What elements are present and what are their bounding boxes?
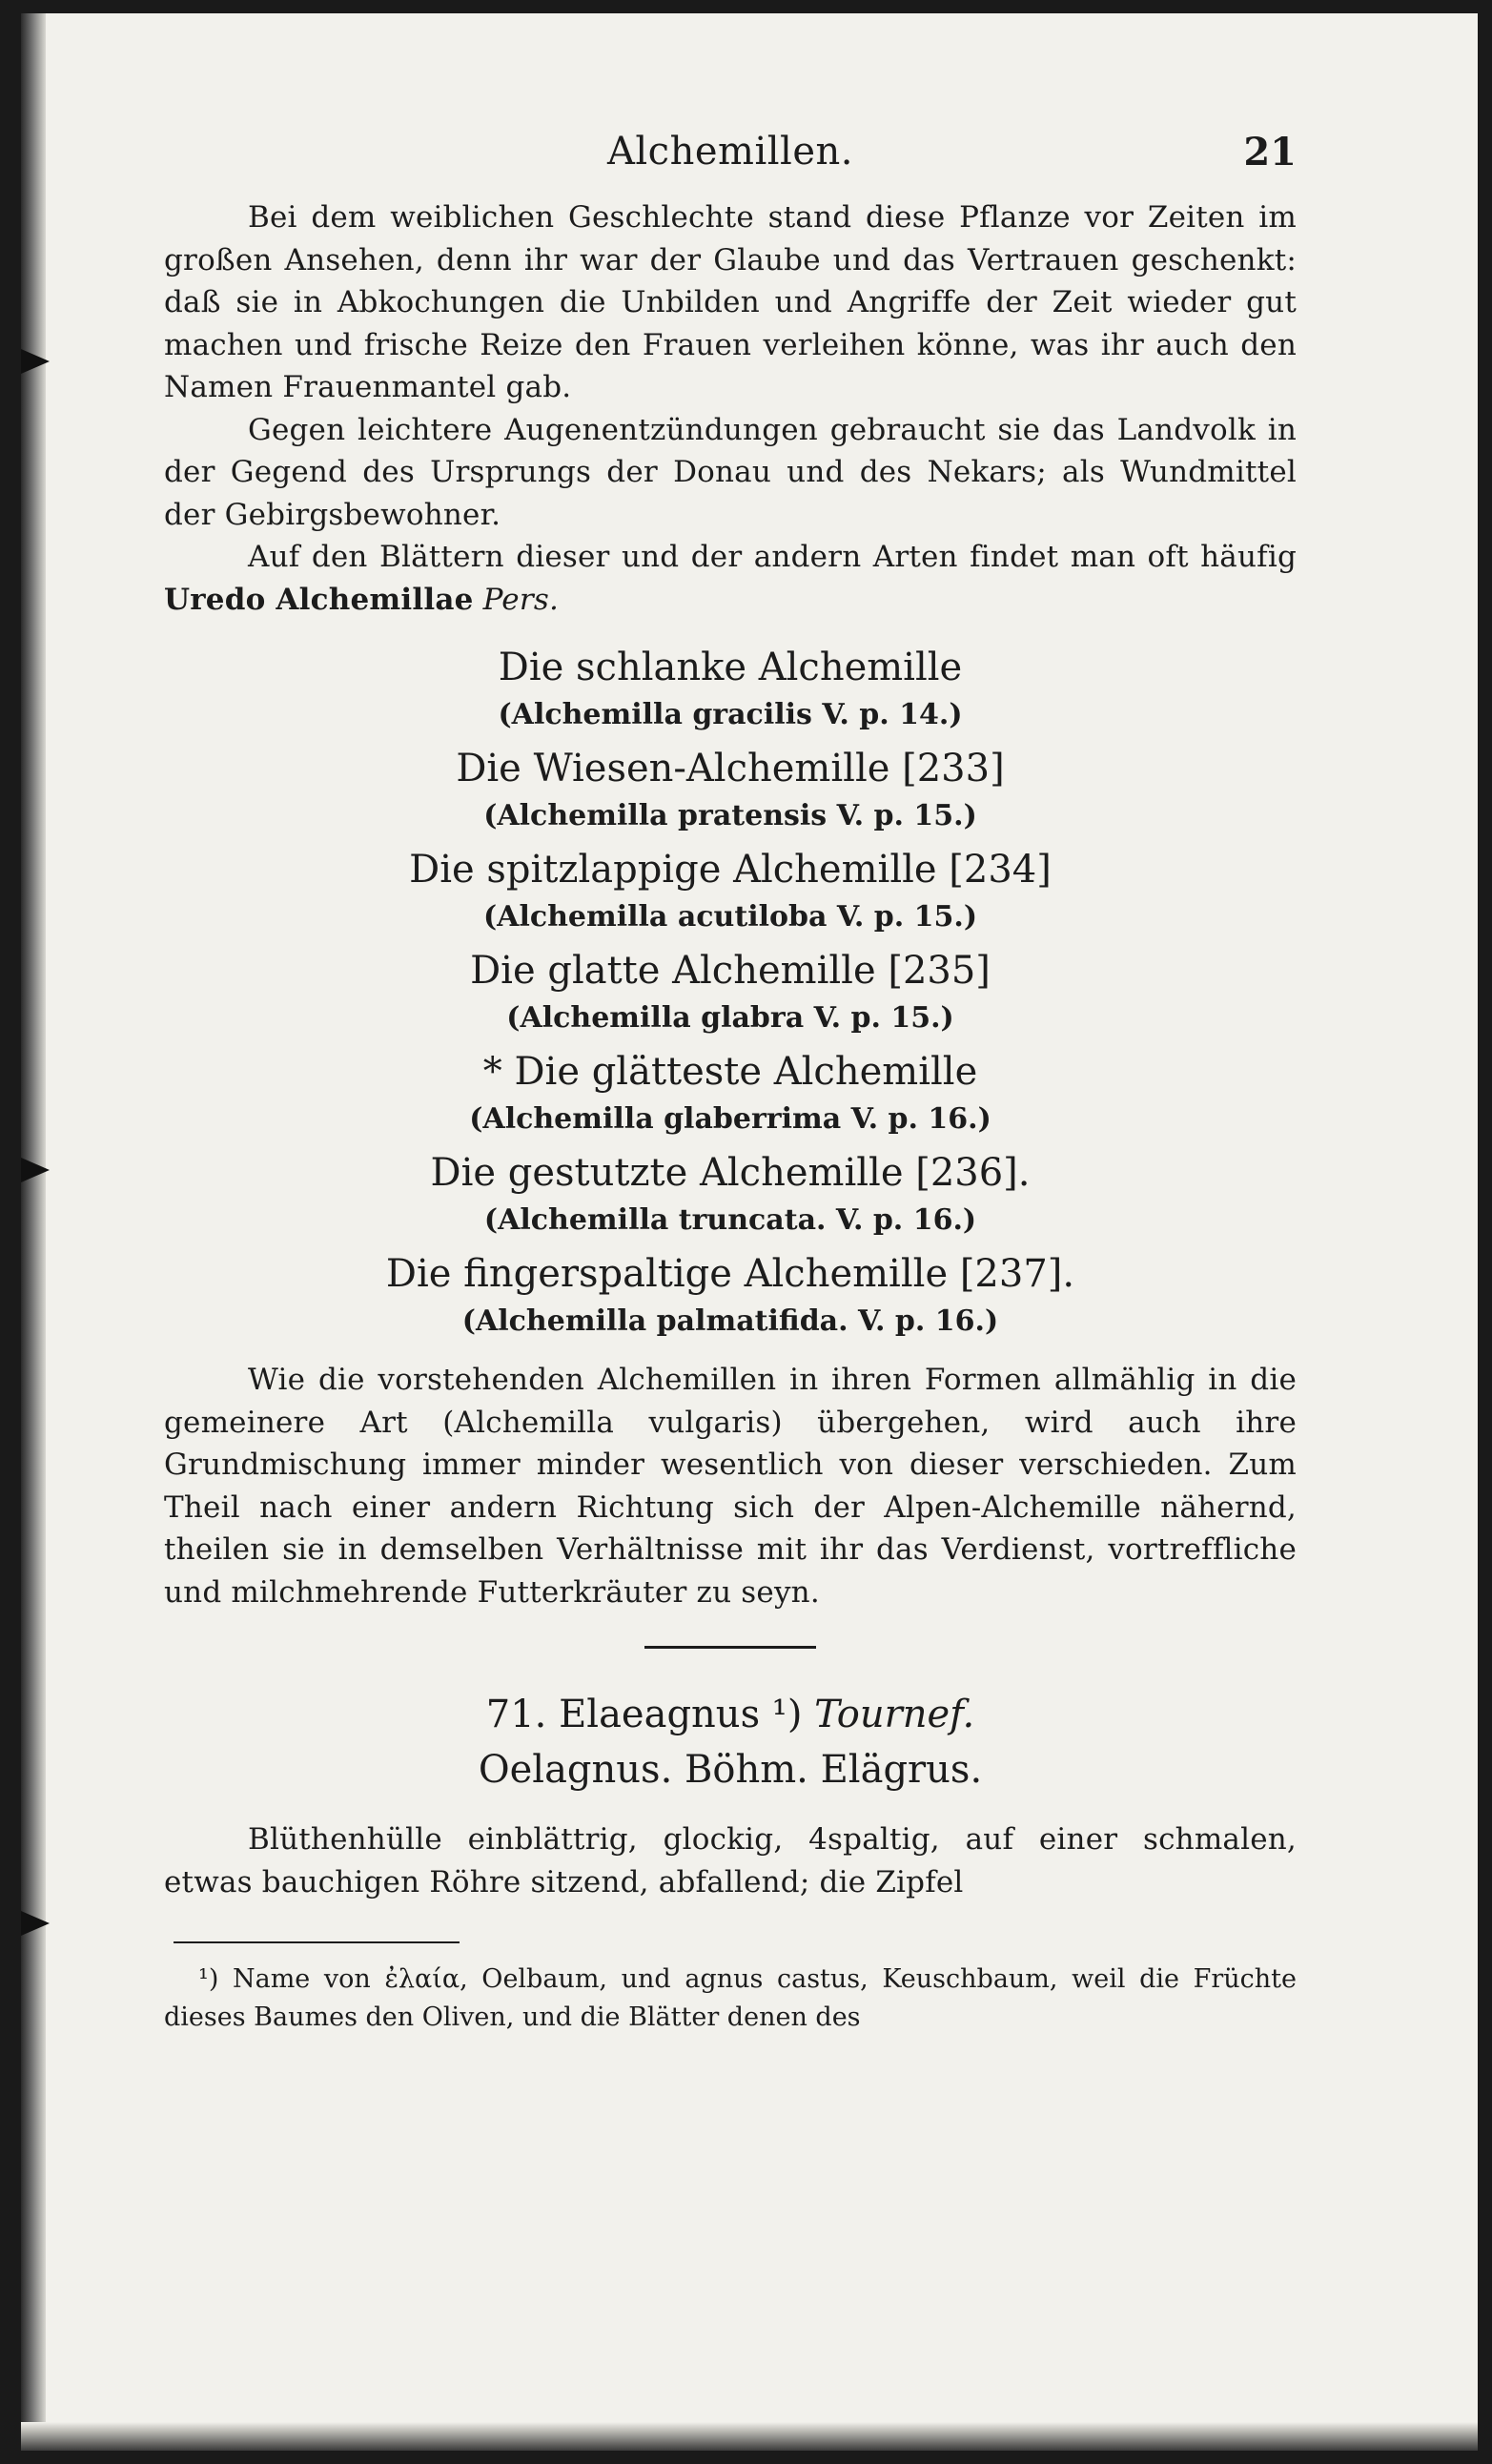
species-name: Die gestutzte Alchemille [236].	[430, 1151, 1031, 1195]
species-latin: (Alchemilla truncata. V. p. 16.)	[483, 1203, 977, 1237]
genus-heading	[164, 1687, 1297, 1742]
species-entry	[164, 1246, 1297, 1342]
species-entry	[164, 741, 1297, 836]
book-page	[21, 13, 1478, 2451]
species-name: Die fingerspaltige Alchemille [237].	[385, 1252, 1075, 1296]
page-edge-shadow	[21, 13, 46, 2451]
page-header	[164, 124, 1297, 187]
species-entry	[164, 1145, 1297, 1241]
species-entry	[164, 640, 1297, 735]
species-reference: Uredo Alchemillae	[164, 582, 474, 617]
paragraph	[164, 536, 1297, 621]
footnote: ¹) Name von ἐλαία, Oelbaum, und agnus castus, Keuschbaum, weil die Früchte dieses Baumes den Oliven, und die Blätter denen des	[164, 1964, 1297, 2032]
species-latin: (Alchemilla pratensis V. p. 15.)	[483, 799, 977, 832]
genus-title: 71. Elaeagnus ¹)	[485, 1693, 803, 1736]
footnote-rule	[174, 1941, 460, 1943]
species-name: Die schlanke Alchemille	[498, 646, 963, 689]
paragraph: Wie die vorstehenden Alchemillen in ihren Formen allmählig in die gemeinere Art (Alchemilla vulgaris) übergehen, wird auch ihre Grundmischung immer minder wesentlich von dieser verschieden. Zum Theil nach einer andern Richtung sich der Alpen-Alchemille nähernd, theilen sie in demselben Verhältnisse mit ihr das Verdienst, vortreffliche und milchmehrende Futterkräuter zu seyn.	[164, 1363, 1297, 1610]
species-name: Die Wiesen-Alchemille [233]	[456, 747, 1005, 791]
paragraph: Bei dem weiblichen Geschlechte stand diese Pflanze vor Zeiten im großen Ansehen, denn ihr war der Glaube und das Vertrauen geschenkt: daß sie in Abkochungen die Unbilden und Angriffe der Zeit wieder gut machen und frische Reize den Frauen verleihen könne, was ihr auch den Namen Frauenmantel gab.	[164, 200, 1297, 404]
section-divider	[644, 1646, 816, 1649]
species-latin: (Alchemilla gracilis V. p. 14.)	[498, 698, 963, 731]
species-latin: (Alchemilla palmatifida. V. p. 16.)	[461, 1304, 999, 1338]
author-abbreviation: Pers.	[482, 582, 560, 617]
species-entry	[164, 1044, 1297, 1140]
species-latin: (Alchemilla glabra V. p. 15.)	[506, 1001, 954, 1035]
genus-subtitle: Oelagnus. Böhm. Elägrus.	[478, 1748, 983, 1792]
species-name: Die glatte Alchemille [235]	[470, 949, 991, 993]
page-bottom-shadow	[21, 2422, 1478, 2451]
paragraph-text: Auf den Blättern dieser und der andern Arten findet man oft häufig	[248, 540, 1297, 574]
genus-author: Tournef.	[814, 1693, 975, 1736]
species-entry	[164, 943, 1297, 1038]
species-latin: (Alchemilla glaberrima V. p. 16.)	[469, 1102, 991, 1136]
paragraph: Gegen leichtere Augenentzündungen gebraucht sie das Landvolk in der Gegend des Ursprungs der Donau und des Nekars; als Wundmittel der Gebirgsbewohner.	[164, 412, 1297, 532]
page-content	[164, 124, 1297, 2037]
species-name: * Die glätteste Alchemille	[482, 1050, 978, 1094]
running-head: Alchemillen.	[607, 130, 853, 174]
page-number: 21	[1243, 130, 1297, 175]
species-entry	[164, 842, 1297, 937]
species-latin: (Alchemilla acutiloba V. p. 15.)	[482, 900, 978, 934]
species-name: Die spitzlappige Alchemille [234]	[409, 848, 1052, 892]
paragraph: Blüthenhülle einblättrig, glockig, 4spaltig, auf einer schmalen, etwas bauchigen Röhre sitzend, abfallend; die Zipfel	[164, 1822, 1297, 1899]
